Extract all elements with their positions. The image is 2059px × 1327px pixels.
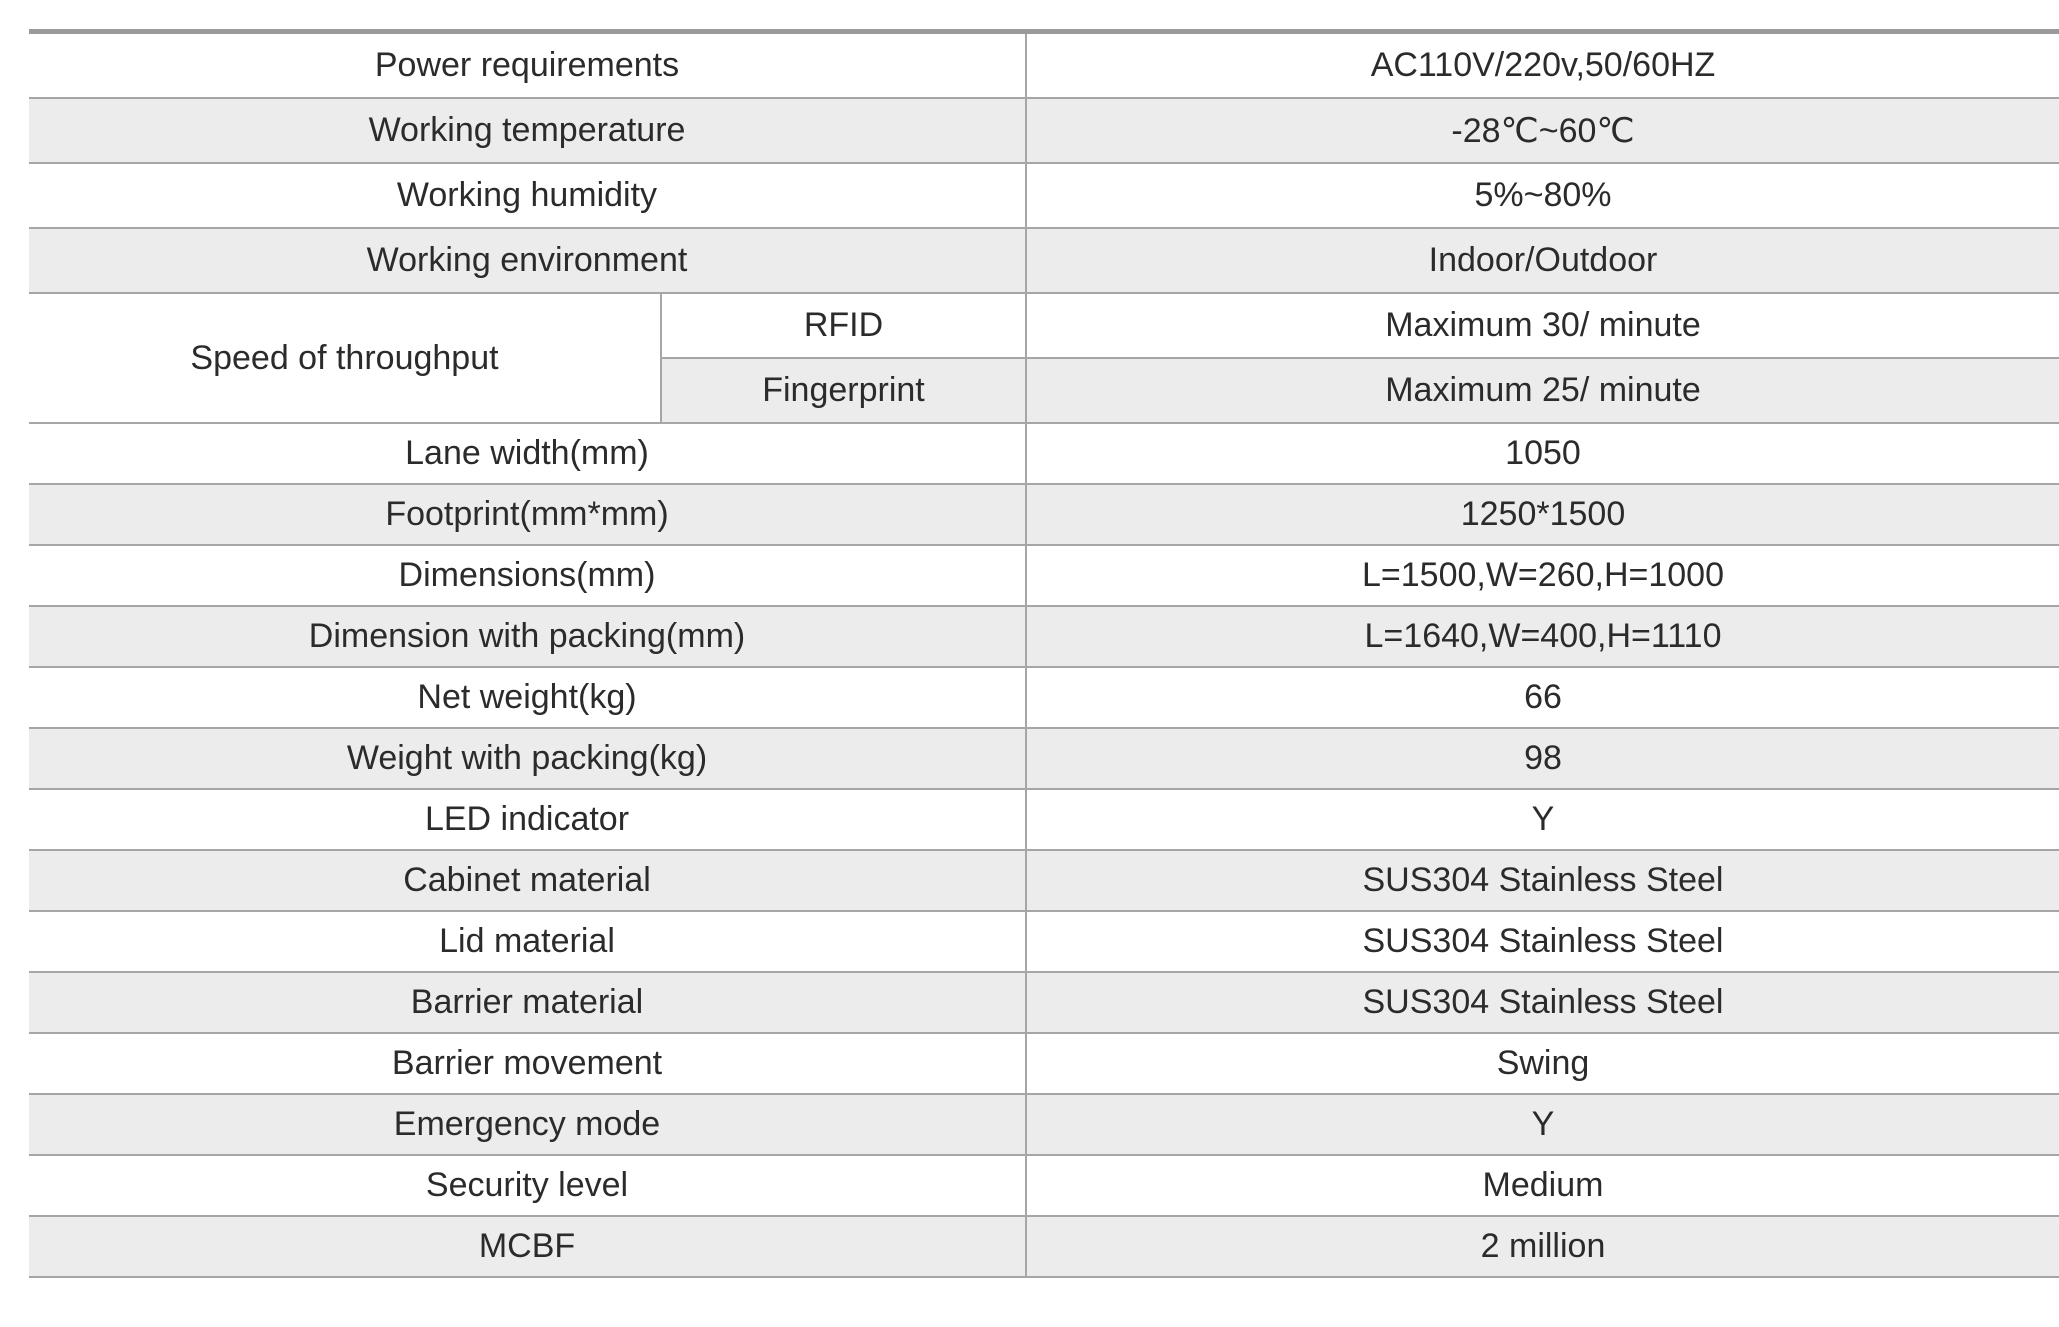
spec-label: Security level: [29, 1155, 1026, 1216]
spec-label: Working environment: [29, 228, 1026, 293]
table-row-mcbf: [29, 1216, 2059, 1277]
spec-value: Y: [1026, 789, 2059, 850]
spec-value: 98: [1026, 728, 2059, 789]
spec-value: 1250*1500: [1026, 484, 2059, 545]
table-row-weight-with-packing: [29, 728, 2059, 789]
table-row-barrier-material: [29, 972, 2059, 1033]
table-row-barrier-movement: [29, 1033, 2059, 1094]
spec-value: Indoor/Outdoor: [1026, 228, 2059, 293]
spec-value: Y: [1026, 1094, 2059, 1155]
table-row-throughput-rfid: [29, 293, 2059, 358]
spec-label: Dimension with packing(mm): [29, 606, 1026, 667]
table-row-working-humidity: [29, 163, 2059, 228]
spec-value: 2 million: [1026, 1216, 2059, 1277]
spec-label: Emergency mode: [29, 1094, 1026, 1155]
spec-value: Swing: [1026, 1033, 2059, 1094]
spec-label: Barrier movement: [29, 1033, 1026, 1094]
spec-value: SUS304 Stainless Steel: [1026, 911, 2059, 972]
table-row-footprint: [29, 484, 2059, 545]
spec-sublabel-rfid: RFID: [661, 293, 1026, 358]
spec-label: Dimensions(mm): [29, 545, 1026, 606]
spec-value: SUS304 Stainless Steel: [1026, 850, 2059, 911]
spec-sublabel-fingerprint: Fingerprint: [661, 358, 1026, 423]
table-row-working-temperature: [29, 98, 2059, 163]
spec-label: MCBF: [29, 1216, 1026, 1277]
spec-label: Cabinet material: [29, 850, 1026, 911]
spec-label: Lid material: [29, 911, 1026, 972]
spec-table: [29, 29, 2059, 1278]
table-row-dimensions: [29, 545, 2059, 606]
table-row-power-requirements: [29, 32, 2059, 99]
spec-label: Net weight(kg): [29, 667, 1026, 728]
table-row-net-weight: [29, 667, 2059, 728]
table-row-cabinet-material: [29, 850, 2059, 911]
spec-label: Weight with packing(kg): [29, 728, 1026, 789]
spec-value: SUS304 Stainless Steel: [1026, 972, 2059, 1033]
table-row-working-environment: [29, 228, 2059, 293]
spec-value: Maximum 30/ minute: [1026, 293, 2059, 358]
spec-value: 1050: [1026, 423, 2059, 484]
spec-value: L=1640,W=400,H=1110: [1026, 606, 2059, 667]
spec-value: 66: [1026, 667, 2059, 728]
spec-label: Lane width(mm): [29, 423, 1026, 484]
spec-value: 5%~80%: [1026, 163, 2059, 228]
spec-value: AC110V/220v,50/60HZ: [1026, 32, 2059, 99]
spec-label: LED indicator: [29, 789, 1026, 850]
spec-label: Working humidity: [29, 163, 1026, 228]
spec-value: Medium: [1026, 1155, 2059, 1216]
table-row-security-level: [29, 1155, 2059, 1216]
table-row-led-indicator: [29, 789, 2059, 850]
spec-label: Power requirements: [29, 32, 1026, 99]
spec-label: Barrier material: [29, 972, 1026, 1033]
table-row-dimension-with-packing: [29, 606, 2059, 667]
spec-table-container: [29, 29, 2059, 1278]
spec-value: -28℃~60℃: [1026, 98, 2059, 163]
table-row-emergency-mode: [29, 1094, 2059, 1155]
spec-label: Working temperature: [29, 98, 1026, 163]
spec-label-speed-of-throughput: Speed of throughput: [29, 293, 661, 423]
spec-value: Maximum 25/ minute: [1026, 358, 2059, 423]
spec-value: L=1500,W=260,H=1000: [1026, 545, 2059, 606]
table-row-lid-material: [29, 911, 2059, 972]
spec-label: Footprint(mm*mm): [29, 484, 1026, 545]
table-row-lane-width: [29, 423, 2059, 484]
